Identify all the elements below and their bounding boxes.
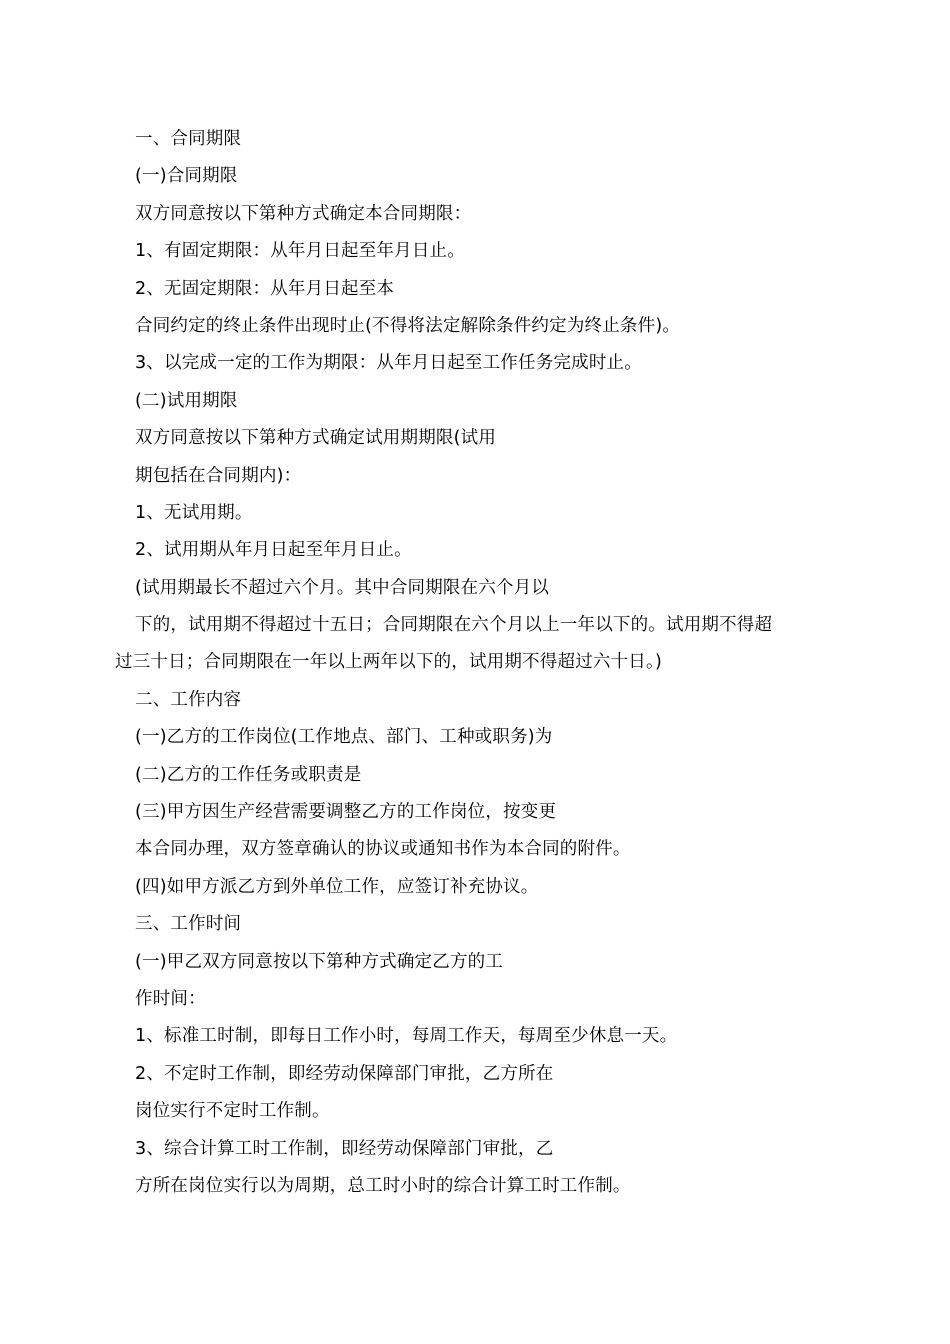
paragraph-line: 2、无固定期限：从年月日起至本 (135, 278, 395, 299)
paragraph-line: (试用期最长不超过六个月。其中合同期限在六个月以 (135, 577, 550, 598)
paragraph-line: (一)甲乙双方同意按以下第种方式确定乙方的工 (135, 951, 504, 972)
paragraph-line: (二)试用期限 (135, 390, 238, 411)
paragraph-line: 双方同意按以下第种方式确定试用期期限(试用 (135, 428, 497, 449)
paragraph-line: 岗位实行不定时工作制。 (135, 1101, 330, 1122)
document-body (115, 121, 840, 1205)
paragraph-line: 作时间： (135, 988, 206, 1009)
paragraph-line: 下的，试用期不得超过十五日；合同期限在六个月以上一年以下的。试用期不得超 (135, 615, 773, 636)
paragraph-line: 1、标准工时制，即每日工作小时，每周工作天，每周至少休息一天。 (135, 1026, 678, 1047)
paragraph-line: 2、试用期从年月日起至年月日止。 (135, 540, 412, 561)
paragraph-line: 期包括在合同期内)： (135, 465, 302, 486)
paragraph-line: 双方同意按以下第种方式确定本合同期限： (135, 203, 472, 224)
paragraph-line: 方所在岗位实行以为周期，总工时小时的综合计算工时工作制。 (135, 1175, 631, 1196)
paragraph-line: (三)甲方因生产经营需要调整乙方的工作岗位，按变更 (135, 802, 557, 823)
paragraph-line: (一)合同期限 (135, 166, 238, 187)
paragraph-line: 三、工作时间 (135, 914, 242, 935)
paragraph-line: 3、综合计算工时工作制，即经劳动保障部门审批，乙 (135, 1138, 554, 1159)
paragraph-line: 本合同办理，双方签章确认的协议或通知书作为本合同的附件。 (135, 839, 631, 860)
paragraph-line: 合同约定的终止条件出现时止(不得将法定解除条件约定为终止条件)。 (135, 315, 681, 336)
paragraph-line: 过三十日；合同期限在一年以上两年以下的，试用期不得超过六十日。) (115, 652, 662, 673)
paragraph-line: 2、不定时工作制，即经劳动保障部门审批，乙方所在 (135, 1063, 554, 1084)
paragraph-line: (二)乙方的工作任务或职责是 (135, 764, 362, 785)
paragraph-line: 1、无试用期。 (135, 502, 253, 523)
paragraph-line: 3、以完成一定的工作为期限：从年月日起至工作任务完成时止。 (135, 353, 642, 374)
paragraph-line: (四)如甲方派乙方到外单位工作，应签订补充协议。 (135, 876, 539, 897)
paragraph-line: (一)乙方的工作岗位(工作地点、部门、工种或职务)为 (135, 727, 553, 748)
paragraph-line: 一、合同期限 (135, 129, 242, 149)
paragraph-line: 1、有固定期限：从年月日起至年月日止。 (135, 241, 465, 262)
paragraph-line: 二、工作内容 (135, 689, 242, 710)
